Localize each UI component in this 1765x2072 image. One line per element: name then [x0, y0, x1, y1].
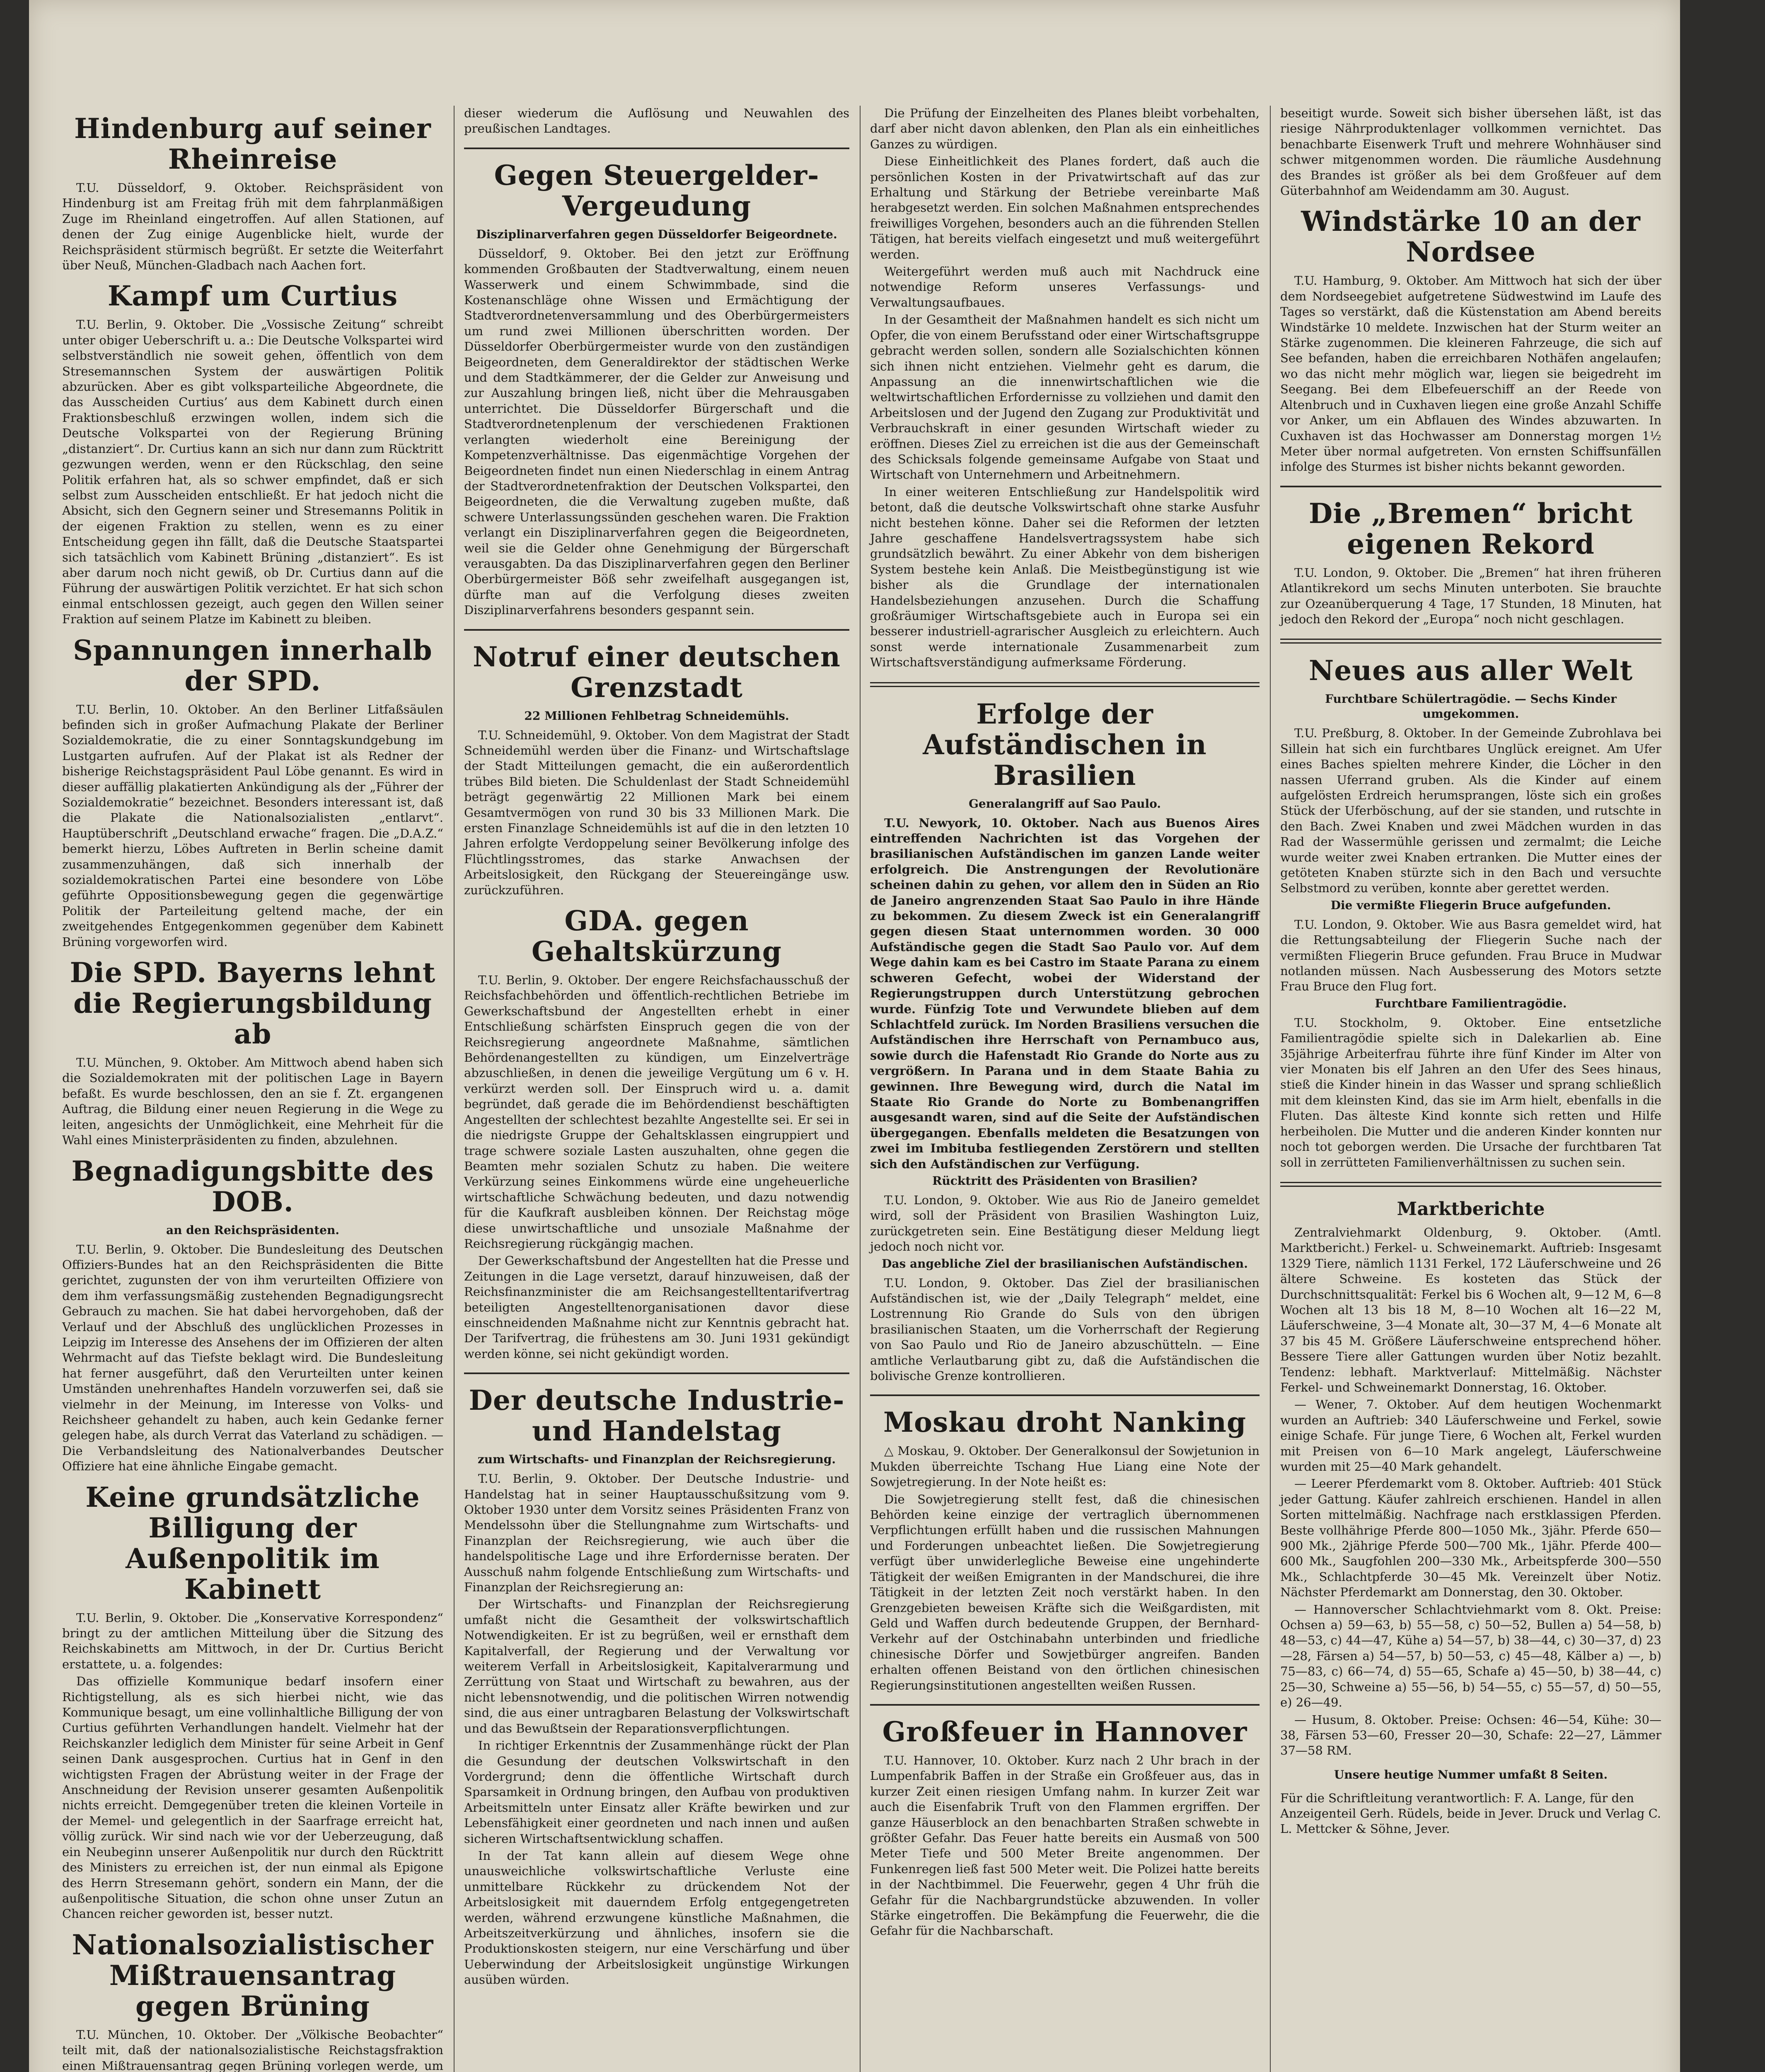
- article-text: T.U. Hannover, 10. Oktober. Kurz nach 2 Uhr brach in der Lumpenfabrik Baffen in der Straße ein Großfeuer aus, das in kurzer Zeit einen riesigen Umfang nahm. In kurzer Zeit war auch die Eisenfabrik Truft von den Flammen ergriffen. Der ganze Häuserblock an den benachbarten Straßen schwebte in größter Gefahr. Das Feuer hatte bereits ein Ausmaß von 500 Meter Tiefe und 500 Meter Breite angenommen. Der Funkenregen ließ fast 500 Meter weit. Die Polizei hatte bereits in der Nachtbimmel. Die Feuerwehr, gegen 4 Uhr früh die Gefahr für die Nachbargrundstücke abzuwenden. In voller Stärke eingetroffen. Die Bekämpfung die Feuerwehr, die die Gefahr für die Nachbarschaft.: [870, 1753, 1260, 1938]
- article-text: T.U. Hamburg, 9. Oktober. Am Mittwoch hat sich der über dem Nordseegebiet aufgetretene Südwestwind im Laufe des Tages so verstärkt, daß die Küstenstation am Abend bereits Windstärke 10 meldete. Inzwischen hat der Sturm weiter an Stärke zugenommen. Die kleineren Fahrzeuge, die sich auf See befanden, haben die erreichbaren Nothäfen angelaufen; wo das nicht mehr möglich war, liegen sie beigedreht im Seegang. Bei dem Elbefeuerschiff an der Reede von Altenbruch und in Cuxhaven liegen eine große Anzahl Schiffe vor Anker, um ein Abflauen des Windes abzuwarten. In Cuxhaven ist das Hochwasser am Donnerstag morgen 1½ Meter über normal aufgetreten. Von ernsten Schiffsunfällen infolge des Sturmes ist bisher nichts bekannt geworden.: [1280, 274, 1661, 474]
- headline: Nationalsozialistischer Mißtrauensantrag gegen Brüning: [72, 1928, 434, 2022]
- headline: GDA. gegen Gehaltskürzung: [532, 905, 782, 968]
- subheadline: Furchtbare Schülertragödie. — Sechs Kinder umgekommen.: [1325, 692, 1617, 721]
- article-text: T.U. Berlin, 9. Oktober. Der Deutsche Industrie- und Handelstag hat in seiner Hauptausschußsitzung vom 9. Oktober 1930 unter dem Vorsitz seines Präsidenten Franz von Mendelssohn über die Stellungnahme zum Wirtschafts- und Finanzplan der Reichsregierung, wie auch über die handelspolitische Lage und ihre Erfordernisse beraten. Der Ausschuß nahm folgende Entschließung zum Wirtschafts- und Finanzplan der Reichsregierung an:: [464, 1472, 849, 1595]
- article-text: Die Sowjetregierung stellt fest, daß die chinesischen Behörden keine einzige der vertraglich übernommenen Verpflichtungen erfüllt haben und die russischen Mahnungen und Forderungen unbeachtet ließen. Die Sowjetregierung verfügt über unwiderlegliche Beweise eine ungehinderte Tätigkeit der weißen Emigranten in der Mandschurei, die ihre Tätigkeit in der letzten Zeit noch verstärkt haben. In den Grenzgebieten beweisen Kräfte sich die Weißgardisten, mit Geld und Waffen durch bedeutende Gruppen, der Bernhard-Verkehr auf der Ostchinabahn unterbinden und friedliche chinesische Dörfer und Sowjetbürger angreifen. Banden erhalten offenen Beistand von den örtlichen chinesischen Regierungsinstitutionen angestellten weißen Russen.: [870, 1492, 1260, 1692]
- divider: [870, 682, 1260, 687]
- divider: [1280, 486, 1661, 487]
- headline: Gegen Steuergelder-Vergeudung: [494, 159, 820, 222]
- divider: [464, 629, 849, 631]
- divider: [464, 148, 849, 149]
- headline: Spannungen innerhalb der SPD.: [73, 634, 433, 697]
- column-4: [1280, 106, 1661, 1837]
- headline: Keine grundsätzliche Billigung der Außenpolitik im Kabinett: [85, 1481, 420, 1605]
- subheadline: Die vermißte Fliegerin Bruce aufgefunden.: [1330, 898, 1611, 912]
- section-heading: Marktberichte: [1397, 1198, 1545, 1220]
- subheadline: Rücktritt des Präsidenten von Brasilien?: [932, 1174, 1197, 1188]
- article-text: T.U. London, 9. Oktober. Wie aus Basra gemeldet wird, hat die Rettungsabteilung der Fliegerin Suche nach der vermißten Fliegerin Bruce gefunden. Frau Bruce in Mudwar notlanden müssen. Nach Ausbesserung des Motors setzte Frau Bruce den Flug fort.: [1280, 917, 1661, 994]
- column-rule: [1270, 106, 1271, 2072]
- article-text: T.U. Stockholm, 9. Oktober. Eine entsetzliche Familientragödie spielte sich in Dalekarlien ab. Eine 35jährige Arbeiterfrau führte ihre fünf Kinder im Alter von vier Monaten bis elf Jahren an den Ufer des Sees hinaus, stieß die Kinder hinein in das Wasser und sprang schließlich mit dem kleinsten Kind, das sie im Arm hielt, ebenfalls in die Fluten. Das älteste Kind konnte sich retten und Hilfe herbeiholen. Die Mutter und die anderen Kinder konnten nur noch tot geborgen werden. Die Ursache der furchtbaren Tat soll in zerrütteten Familienverhältnissen zu suchen sein.: [1280, 1015, 1661, 1169]
- page-count-note: Unsere heutige Nummer umfaßt 8 Seiten.: [1334, 1767, 1608, 1782]
- article-text: T.U. London, 9. Oktober. Wie aus Rio de Janeiro gemeldet wird, soll der Präsident von Brasilien Washington Luiz, zurückgetreten sein. Eine Bestätigung dieser Meldung liegt jedoch noch nicht vor.: [870, 1193, 1260, 1254]
- article-text: T.U. London, 9. Oktober. Die „Bremen“ hat ihren früheren Atlantikrekord um sechs Minuten unterboten. Sie brauchte zur Ozeanüberquerung 4 Tage, 17 Stunden, 18 Minuten, hat jedoch den Rekord der „Europa“ noch nicht geschlagen.: [1280, 565, 1661, 626]
- article-text: △ Moskau, 9. Oktober. Der Generalkonsul der Sowjetunion in Mukden überreichte Tschang Hue Liang eine Note der Sowjetregierung. In der Note heißt es:: [870, 1444, 1260, 1489]
- article-text: Zentralviehmarkt Oldenburg, 9. Oktober. (Amtl. Marktbericht.) Ferkel- u. Schweinemarkt. Auftrieb: Insgesamt 1329 Tiere, nämlich 1131 Ferkel, 172 Läuferschweine und 26 ältere Schweine. Es kosteten das Stück der Durchschnittsqualität: Ferkel bis 6 Wochen alt, 9—12 M, 6—8 Wochen alt 13 bis 18 M, 8—10 Wochen alt 16—22 M, Läuferschweine, 3—4 Monate alt, 30—37 M, 4—6 Monate alt 37 bis 45 M. Größere Läuferschweine entsprechend höher. Bessere Tiere aller Gattungen wurden über Notiz bezahlt. Tendenz: lebhaft. Marktverlauf: Mittelmäßig. Nächster Ferkel- und Schweinemarkt Donnerstag, 16. Oktober.: [1280, 1225, 1661, 1394]
- article-text: T.U. London, 9. Oktober. Das Ziel der brasilianischen Aufständischen ist, wie der „Daily Telegraph“ meldet, eine Lostrennung Rio Grande do Suls von den übrigen brasilianischen Staaten, um die Vorherrschaft der Regierung von Sao Paulo und Rio de Janeiro abzuschütteln. — Eine amtliche Verlautbarung gibt zu, daß die Aufständischen die bolivische Grenze kontrollieren.: [870, 1276, 1260, 1383]
- subheadline: Disziplinarverfahren gegen Düsseldorfer Beigeordnete.: [476, 227, 837, 241]
- subheadline: Das angebliche Ziel der brasilianischen Aufständischen.: [882, 1256, 1248, 1271]
- article-text: In einer weiteren Entschließung zur Handelspolitik wird betont, daß die deutsche Volkswirtschaft ohne starke Ausfuhr nicht bestehen könne. Daher sei die Reformen der letzten Jahre geschaffene Handelsvertragssystem habe sich grundsätzlich bewährt. Zu einer Abkehr von dem bisherigen System bestehe kein Anlaß. Die Meistbegünstigung ist wie bisher als die Grundlage der internationalen Handelsbeziehungen anzusehen. Durch die Schaffung großräumiger Wirtschaftsgebiete auch in Europa sei ein besserer industriell-agrarischer Ausgleich zu erleichtern. Auch sonst werde internationale Zusammenarbeit zum Wirtschaftsverständigung aufmerksame Förderung.: [870, 484, 1260, 670]
- headline: Neues aus aller Welt: [1308, 654, 1633, 687]
- article-text: Diese Einheitlichkeit des Planes fordert, daß auch die persönlichen Kosten in der Privatwirtschaft auf das zur Erhaltung und Stärkung der Betriebe vereinbarte Maß herabgesetzt werden. Ein solchen Maßnahmen entsprechendes freiwilliges Vorgehen, besonders auch an die führenden Stellen Tätigen, hat bereits vielfach eingesetzt und muß weitergeführt werden.: [870, 154, 1260, 261]
- headline: Die „Bremen“ bricht eigenen Rekord: [1308, 497, 1633, 560]
- article-text: Düsseldorf, 9. Oktober. Bei den jetzt zur Eröffnung kommenden Großbauten der Stadtverwaltung, einem neuen Wasserwerk und einem Schwimmbade, sind die Kostenanschläge ohne Wissen und Ermächtigung der Stadtverordnetenversammlung und des Oberbürgermeisters um rund zwei Millionen überschritten worden. Der Düsseldorfer Oberbürgermeister wurde von den zuständigen Beigeordneten, dem Generaldirektor der städtischen Werke und dem Stadtkämmerer, der die Gelder zur Anweisung und zur Auszahlung bringen ließ, nicht über die Mehrausgaben unterrichtet. Die Düsseldorfer Bürgerschaft und die Stadtverordnetenplenum der verschiedenen Fraktionen verlangten wiederholt eine Bereinigung der Kompetenzverhältnisse. Das eigenmächtige Vorgehen der Beigeordneten findet nun einen Niederschlag in einem Antrag der Stadtverordnetenfraktion der Deutschen Volkspartei, den Beigeordneten, die die Verwaltung zugeben mußte, daß schwere Unterlassungssünden geschehen waren. Die Fraktion verlangt ein Disziplinarverfahren gegen die Beigeordneten, weil sie die Gelder ohne Genehmigung der Bürgerschaft verausgabten. Da das Disziplinarverfahren gegen den Berliner Oberbürgermeister Böß sehr zweifelhaft ausgegangen ist, dürfte man auf die Verfolgung dieses zweiten Disziplinarverfahrens besonders gespannt sein.: [464, 246, 849, 617]
- article-text: — Husum, 8. Oktober. Preise: Ochsen: 46—54, Kühe: 30—38, Färsen 53—60, Fresser 20—30, Schafe: 22—27, Lämmer 37—58 RM.: [1280, 1712, 1661, 1758]
- headline: Moskau droht Nanking: [883, 1406, 1247, 1439]
- article-text: T.U. Schneidemühl, 9. Oktober. Von dem Magistrat der Stadt Schneidemühl werden über die Finanz- und Wirtschaftslage der Stadt Mitteilungen gemacht, die ein außerordentlich trübes Bild bieten. Die Schuldenlast der Stadt Schneidemühl beträgt gegenwärtig 22 Millionen Mark bei einem Gesamtvermögen von rund 30 bis 33 Millionen Mark. Die ersten Finanzlage Schneidemühls ist auf die in den letzten 10 Jahren erfolgte Verdoppelung seiner Bevölkerung infolge des Flüchtlingsstromes, das starke Anwachsen der Arbeitslosigkeit, den Rückgang der Steuereingänge usw. zurückzuführen.: [464, 728, 849, 897]
- headline: Die SPD. Bayerns lehnt die Regierungsbildung ab: [70, 956, 436, 1051]
- subheadline: Furchtbare Familientragödie.: [1375, 996, 1567, 1010]
- article-text: beseitigt wurde. Soweit sich bisher übersehen läßt, ist das riesige Nährproduktenlager vollkommen vernichtet. Das benachbarte Eisenwerk Truft und mehrere Wohnhäuser sind schwer mitgenommen worden. Die räumliche Ausdehnung des Brandes ist größer als bei dem Großfeuer auf dem Güterbahnhof am Weidendamm am 30. August.: [1280, 106, 1661, 198]
- headline: Großfeuer in Hannover: [882, 1715, 1248, 1748]
- article-text: In richtiger Erkenntnis der Zusammenhänge rückt der Plan die Gesundung der deutschen Volkswirtschaft in den Vordergrund; denn die öffentliche Wirtschaft durch Sparsamkeit in Ordnung bringen, den Aufbau von produktiven Arbeitsmitteln unter Einsatz aller Kräfte bewirken und zur Lebensfähigkeit einer geordneten und nach innen und außen sicheren Wirtschaftsentwicklung schaffen.: [464, 1738, 849, 1846]
- column-2: [464, 106, 849, 1990]
- article-text: Weitergeführt werden muß auch mit Nachdruck eine notwendige Reform unseres Verfassungs- und Verwaltungsaufbaues.: [870, 264, 1260, 310]
- article-text: T.U. Berlin, 9. Oktober. Die „Vossische Zeitung“ schreibt unter obiger Ueberschrift u. a.: Die Deutsche Volkspartei wird selbstverständlich nie soweit gehen, öffentlich von dem Stresemannschen System der auswärtigen Politik abzurücken. Aber es gibt volksparteiliche Abgeordnete, die das Ausscheiden Curtius’ aus dem Kabinett durch einen Fraktionsbeschluß erzwingen wollen, indem sich die Deutsche Volkspartei von der Regierung Brüning „distanziert“. Dr. Curtius kann an sich nur dann zum Rücktritt gezwungen werden, wenn er den Rückschlag, den seine Politik erfahren hat, als so schwer empfindet, daß er sich selbst zum Ausscheiden entschließt. Er hat jedoch nicht die Absicht, sich den Gegnern seiner und Stresemanns Politik in der eigenen Fraktion zu stellen, wenn es zu einer Entscheidung gegen ihn fällt, daß die Deutsche Staatspartei sich tatsächlich vom Kabinett Brüning „distanziert“. Es ist aber darum noch nicht gewiß, ob Dr. Curtius dann auf die Führung der auswärtigen Politik verzichtet. Er hat sich schon einmal entschlossen gezeigt, auch gegen den Willen seiner Fraktion auf seinem Platze im Kabinett zu bleiben.: [62, 317, 443, 627]
- divider: [464, 1372, 849, 1374]
- divider: [870, 1394, 1260, 1396]
- article-text: T.U. Düsseldorf, 9. Oktober. Reichspräsident von Hindenburg ist am Freitag früh mit dem fahrplanmäßigen Zuge im Rheinland eingetroffen. Auf allen Stationen, auf denen der Zug einige Augenblicke hielt, wurde der Reichspräsident stürmisch begrüßt. Er setzte die Weiterfahrt über Neuß, München-Gladbach nach Aachen fort.: [62, 181, 443, 273]
- column-rule: [860, 106, 861, 2072]
- headline: Hindenburg auf seiner Rheinreise: [74, 112, 431, 175]
- headline: Begnadigungsbitte des DOB.: [71, 1155, 434, 1218]
- imprint: Für die Schriftleitung verantwortlich: F. A. Lange, für den Anzeigenteil Gerh. Rüdels, beide in Jever. Druck und Verlag C. L. Mettcker & Söhne, Jever.: [1280, 1791, 1661, 1836]
- article-text: T.U. München, 10. Oktober. Der „Völkische Beobachter“ teilt mit, daß der nationalsozialistische Reichstagsfraktion einen Mißtrauensantrag gegen Brüning vorlegen werde, um: [62, 2027, 443, 2072]
- column-rule: [454, 106, 455, 2072]
- article-text: Der Gewerkschaftsbund der Angestellten hat die Presse und Zeitungen in die Lage versetzt, darauf hinzuweisen, daß der Reichsfinanzminister die am Reichsangestelltentarifvertrag beteiligten Angestelltenorganisationen davor diese einschneidenden Maßnahme nicht zur Kenntnis gebracht hat. Der Tarifvertrag, die frühestens am 30. Juni 1931 gekündigt werden könne, sei nicht gekündigt worden.: [464, 1254, 849, 1361]
- article-text: In der Tat kann allein auf diesem Wege ohne unausweichliche volkswirtschaftliche Verluste eine unmittelbare Rückkehr zu drückendem Not der Arbeitslosigkeit mit dauerndem Erfolg entgegengetreten werden, während erzwungene künstliche Maßnahmen, die Arbeitszeitverkürzung und ähnliches, insofern sie die Produktionskosten steigern, nur eine Verschärfung und über Ueberwindung der Arbeitslosigkeit ungünstige Wirkungen ausüben würden.: [464, 1848, 849, 1987]
- article-text: Die Prüfung der Einzelheiten des Planes bleibt vorbehalten, darf aber nicht davon ablenken, den Plan als ein einheitliches Ganzes zu würdigen.: [870, 106, 1260, 151]
- column-3: [870, 106, 1260, 1941]
- divider: [1280, 1182, 1661, 1187]
- headline: Der deutsche Industrie- und Handelstag: [469, 1384, 845, 1447]
- subheadline: 22 Millionen Fehlbetrag Schneidemühls.: [524, 709, 789, 723]
- headline: Windstärke 10 an der Nordsee: [1301, 205, 1641, 269]
- article-text: Das offizielle Kommunique bedarf insofern einer Richtigstellung, als es sich hierbei nicht, wie das Kommunique besagt, um eine vollinhaltliche Billigung der von Curtius geführten Verhandlungen handelt. Vielmehr hat der Reichskanzler lediglich dem Minister für seine Arbeit in Genf seinen Dank ausgesprochen. Curtius hat in Genf in den wichtigsten Fragen der Abrüstung weiter in der Frage der Anschneidung der Revision unserer gesamten Außenpolitik nichts erreicht. Demgegenüber treten die kleinen Vorteile in der Memel- und gelegentlich in der Saarfrage erreicht hat, völlig zurück. Wir sind nach wie vor der Ueberzeugung, daß ein Neubeginn unserer Außenpolitik nur durch den Rücktritt des Ministers zu erreichen ist, der nun einmal als Epigone des Herrn Stresemann gehört, sondern ein Mann, der die außenpolitische Situation, die schon ohne unser Zutun an Chancen reicher geworden ist, besser nutzt.: [62, 1674, 443, 1921]
- article-text: dieser wiederum die Auflösung und Neuwahlen des preußischen Landtages.: [464, 106, 849, 136]
- article-text: T.U. Berlin, 10. Oktober. An den Berliner Litfaßsäulen befinden sich in großer Aufmachung Plakate der Berliner Sozialdemokratie, die zu einer Sonntagskundgebung im Lustgarten aufrufen. Auf der Plakat ist als Redner der bisherige Reichstagspräsident Paul Löbe genannt. Es wird in dieser auffällig plakatierten Ankündigung als der „Führer der Sozialdemokratie“ bezeichnet. Besonders interessant ist, daß die Plakate die Nationalsozialisten „entlarvt“. Hauptüberschrift „Deutschland erwache“ fragen. Die „D.A.Z.“ bemerkt hierzu, Löbes Auftreten in Berlin scheine damit zusammenzuhängen, daß sich innerhalb der sozialdemokratischen Partei eine besondere von Löbe geführte Oppositionsbewegung gegen die gegenwärtige Politik der Parteileitung geltend mache, der ein zweitgehendes Entgegenkommen gegenüber dem Kabinett Brüning vorgeworfen wird.: [62, 702, 443, 949]
- article-text: T.U. München, 9. Oktober. Am Mittwoch abend haben sich die Sozialdemokraten mit der politischen Lage in Bayern befaßt. Es wurde beschlossen, den an sie f. Zt. ergangenen Auftrag, die Bildung einer neuen Regierung in die Wege zu leiten, angesichts der Unmöglichkeit, eine Mehrheit für die Wahl eines Ministerpräsidenten zu finden, abzulehnen.: [62, 1055, 443, 1147]
- newspaper-page: [29, 0, 1680, 2072]
- subheadline: an den Reichspräsidenten.: [166, 1223, 340, 1237]
- subheadline: zum Wirtschafts- und Finanzplan der Reichsregierung.: [477, 1452, 836, 1467]
- article-text: T.U. Berlin, 9. Oktober. Die Bundesleitung des Deutschen Offiziers-Bundes hat an den Reichspräsidenten die Bitte gerichtet, zugunsten der von ihm verurteilten Offiziere von dem ihm verfassungsmäßig zustehenden Begnadigungsrecht Gebrauch zu machen. Sie hat dabei hervorgehoben, daß der Verlauf und der Abschluß des unglücklichen Prozesses in Leipzig im Interesse des Ansehens der im Offizieren der alten Wehrmacht auf das Tiefste beklagt wird. Die Bundesleitung hat ferner ausgeführt, daß den Verurteilten unter keinen Umständen unehrenhaftes Handeln vorzuwerfen sei, daß sie vielmehr in der Meinung, im Interesse von Volks- und Reichsheer gehandelt zu haben, auch kein Gedanke ferner gelegen habe, als durch Verrat das Vaterland zu schädigen. — Die Verbandsleitung des Nationalverbandes Deutscher Offiziere hat eine ähnliche Eingabe gemacht.: [62, 1242, 443, 1474]
- divider: [870, 1704, 1260, 1706]
- subheadline: Generalangriff auf Sao Paulo.: [968, 796, 1161, 811]
- article-text: T.U. Berlin, 9. Oktober. Der engere Reichsfachausschuß der Reichsfachbehörden und öffentlich-rechtlichen Betriebe im Gewerkschaftsbund der Angestellten erhebt in einer Entschließung schärfsten Einspruch gegen die von der Reichsregierung angeordnete Maßnahme, sämtlichen Behördenangestellten zu kündigen, um Einzelverträge abzuschließen, in denen die jeweilige Vergütung um 6 v. H. verkürzt werden soll. Der Einspruch wird u. a. damit begründet, daß gerade die im Behördendienst beschäftigten Angestellten der schlechtest bezahlte Angestellte sei. Er sei in die niedrigste Gruppe der Gehaltsklassen eingruppiert und trage schwere soziale Lasten auszuhalten, ohne gegen die Beamten mehr sozialen Schutz zu haben. Die weitere Verkürzung seines Einkommens würde eine ungeheuerliche wirtschaftliche Schwächung bedeuten, und dazu notwendig für die Kaufkraft ausbleiben können. Der Reichstag möge diese unwirtschaftliche und unsoziale Maßnahme der Reichsregierung rückgängig machen.: [464, 973, 849, 1251]
- article-text: In der Gesamtheit der Maßnahmen handelt es sich nicht um Opfer, die von einem Berufsstand oder einer Wirtschaftsgruppe gebracht werden sollen, sondern alle Sozialschichten können sich ihnen nicht entziehen. Vielmehr geht es darum, die Anpassung an die innenwirtschaftlichen wie die weltwirtschaftlichen Erfordernisse zu vollziehen und damit den Arbeitslosen und der Jugend den Zugang zur Produktivität und Verbrauchskraft in einer gesunden Wirtschaft wieder zu eröffnen. Dieses Ziel zu erreichen ist die aus der Gemeinschaft des Schicksals folgende gemeinsame Aufgabe von Staat und Wirtschaft von Unternehmern und Arbeitnehmern.: [870, 312, 1260, 482]
- headline: Notruf einer deutschen Grenzstadt: [473, 640, 841, 704]
- article-text: — Leerer Pferdemarkt vom 8. Oktober. Auftrieb: 401 Stück jeder Gattung. Käufer zahlreich erschienen. Handel in allen Sorten mittelmäßig. Nachfrage nach erstklassigen Pferden. Beste vollhährige Pferde 800—1050 Mk., 3jähr. Pferde 650—900 Mk., 2jährige Pferde 500—700 Mk., 1jähr. Pferde 400—600 Mk., Saugfohlen 200—330 Mk., Arbeitspferde 300—550 Mk., Schlachtpferde 30—45 Mk. Vereinzelt über Notiz. Nächster Pferdemarkt am Donnerstag, den 30. Oktober.: [1280, 1477, 1661, 1600]
- article-text: Der Wirtschafts- und Finanzplan der Reichsregierung umfaßt nicht die Gesamtheit der volkswirtschaftlich Notwendigkeiten. Er ist zu begrüßen, weil er ernsthaft dem Kapitalverfall, der Regierung und der Verwaltung vor weiterem Verfall in Arbeitslosigkeit, Kapitalverarmung und Zerrüttung von Staat und Wirtschaft zu bewahren, aus der nicht lebensnotwendig, und die politischen Wirren notwendig sind, die aus einer untragbaren Belastung der Volkswirtschaft und das Bewußtsein der Reparationsverpflichtungen.: [464, 1597, 849, 1736]
- article-text: — Wener, 7. Oktober. Auf dem heutigen Wochenmarkt wurden an Auftrieb: 340 Läuferschweine und Ferkel, sowie einige Schafe. Für junge Tiere, 6 Wochen alt, Ferkel wurden mit Preisen von 6—10 Mark angelegt, Läuferschweine wurden mit 25—40 Mark gehandelt.: [1280, 1397, 1661, 1474]
- divider: [1280, 639, 1661, 644]
- article-text: T.U. Berlin, 9. Oktober. Die „Konservative Korrespondenz“ bringt zu der amtlichen Mitteilung über die Sitzung des Reichskabinetts am Mittwoch, in der Dr. Curtius Bericht erstattete, u. a. folgendes:: [62, 1610, 443, 1671]
- article-text: T.U. Newyork, 10. Oktober. Nach aus Buenos Aires eintreffenden Nachrichten ist das Vorgehen der brasilianischen Aufständischen im ganzen Lande weiter erfolgreich. Die Anstrengungen der Revolutionäre scheinen dahin zu gehen, vor allem den in Süden an Rio de Janeiro angrenzenden Staat Sao Paulo in ihre Hände zu bekommen. Zu diesem Zweck ist ein Generalangriff gegen diesen Staat unternommen worden. 30 000 Aufständische gegen die Stadt Sao Paulo vor. Auf dem Wege dahin kam es bei Castro im Staate Parana zu einem schweren Gefecht, wobei der Widerstand der Regierungstruppen durch Unterstützung gebrochen wurde. Fünfzig Tote und Verwundete blieben auf dem Schlachtfeld zurück. Im Norden Brasiliens versuchen die Aufständischen ihre Herrschaft von Pernambuco aus, sowie durch die Hafenstadt Rio Grande do Norte aus zu vergrößern. In Parana und in dem Staate Bahia zu gewinnen. Ihre Bewegung wird, durch die Natal im Staate Rio Grande do Norte zu Bombenangriffen ausgesandt waren, sind auf die Seite der Aufständischen übergegangen. Ebenfalls meldeten die Besatzungen von zwei im Imbituba festliegenden Zerstörern und stellten sich den Aufständischen zur Verfügung.: [870, 816, 1260, 1171]
- headline: Kampf um Curtius: [107, 280, 398, 312]
- column-1: [62, 106, 443, 2072]
- article-text: T.U. Preßburg, 8. Oktober. In der Gemeinde Zubrohlava bei Sillein hat sich ein furchtbares Unglück ereignet. Am Ufer eines Baches spielten mehrere Kinder, die Löcher in den nassen Uferrand gruben. Als die Kinder auf einem aufgelösten Erdreich herumsprangen, löste sich ein großes Stück der Uferböschung, auf der sie standen, und rutschte in den Bach. Zwei Knaben und zwei Mädchen wurden in das Rad der Wassermühle gerissen und zermalmt; die Leiche wurde weiter zwei Knaben ertranken. Die Mutter eines der getöteten Knaben stürzte sich in den Bach und versuchte Selbstmord zu verüben, konnte aber gerettet werden.: [1280, 726, 1661, 896]
- article-text: — Hannoverscher Schlachtviehmarkt vom 8. Okt. Preise: Ochsen a) 59—63, b) 55—58, c) 50—52, Bullen a) 54—58, b) 48—53, c) 44—47, Kühe a) 54—57, b) 38—44, c) 30—37, d) 23—28, Färsen a) 54—57, b) 50—53, c) 45—48, Kälber a) —, b) 75—83, c) 66—74, d) 55—65, Schafe a) 45—50, b) 38—44, c) 25—30, Schweine a) 55—56, b) 54—55, c) 55—57, d) 50—55, e) 26—49.: [1280, 1602, 1661, 1710]
- headline: Erfolge der Aufständischen in Brasilien: [923, 697, 1207, 792]
